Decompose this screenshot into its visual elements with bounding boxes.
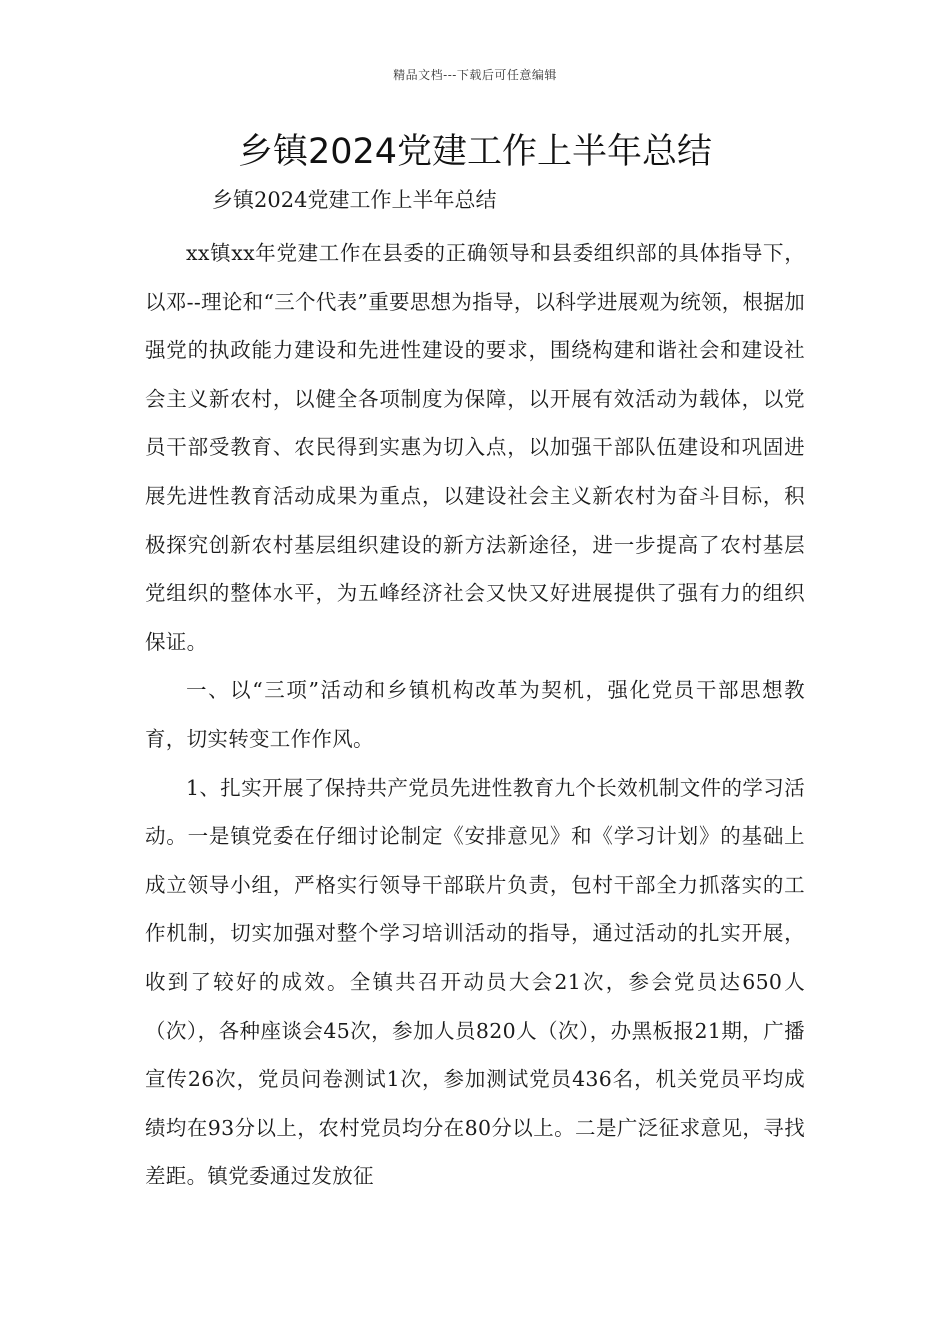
document-body xyxy=(145,229,805,1201)
header-note: 精品文档---下载后可任意编辑 xyxy=(393,68,557,82)
paragraph-section-one-heading: 一、以“三项”活动和乡镇机构改革为契机，强化党员干部思想教育，切实转变工作作风。 xyxy=(145,678,805,751)
paragraph-intro: xx镇xx年党建工作在县委的正确领导和县委组织部的具体指导下，以邓--理论和“三个代表”重要思想为指导，以科学进展观为统领，根据加强党的执政能力建设和先进性建设的要求，围绕构建和谐社会和建设社会主义新农村，以健全各项制度为保障，以开展有效活动为载体，以党员干部受教育、农民得到实惠为切入点，以加强干部队伍建设和巩固进展先进性教育活动成果为重点，以建设社会主义新农村为奋斗目标，积极探究创新农村基层组织建设的新方法新途径，进一步提高了农村基层党组织的整体水平，为五峰经济社会又快又好进展提供了强有力的组织保证。 xyxy=(145,241,806,654)
document-subtitle: 乡镇2024党建工作上半年总结 xyxy=(212,188,497,212)
paragraph-item-one: 1、扎实开展了保持共产党员先进性教育九个长效机制文件的学习活动。一是镇党委在仔细讨论制定《安排意见》和《学习计划》的基础上成立领导小组，严格实行领导干部联片负责，包村干部全力抓落实的工作机制，切实加强对整个学习培训活动的指导，通过活动的扎实开展，收到了较好的成效。全镇共召开动员大会21次，参会党员达650人（次），各种座谈会45次，参加人员820人（次），办黑板报21期，广播宣传26次，党员问卷测试1次，参加测试党员436名，机关党员平均成绩均在93分以上，农村党员均分在80分以上。二是广泛征求意见，寻找差距。镇党委通过发放征 xyxy=(145,775,805,1189)
document-title: 乡镇2024党建工作上半年总结 xyxy=(237,132,713,172)
